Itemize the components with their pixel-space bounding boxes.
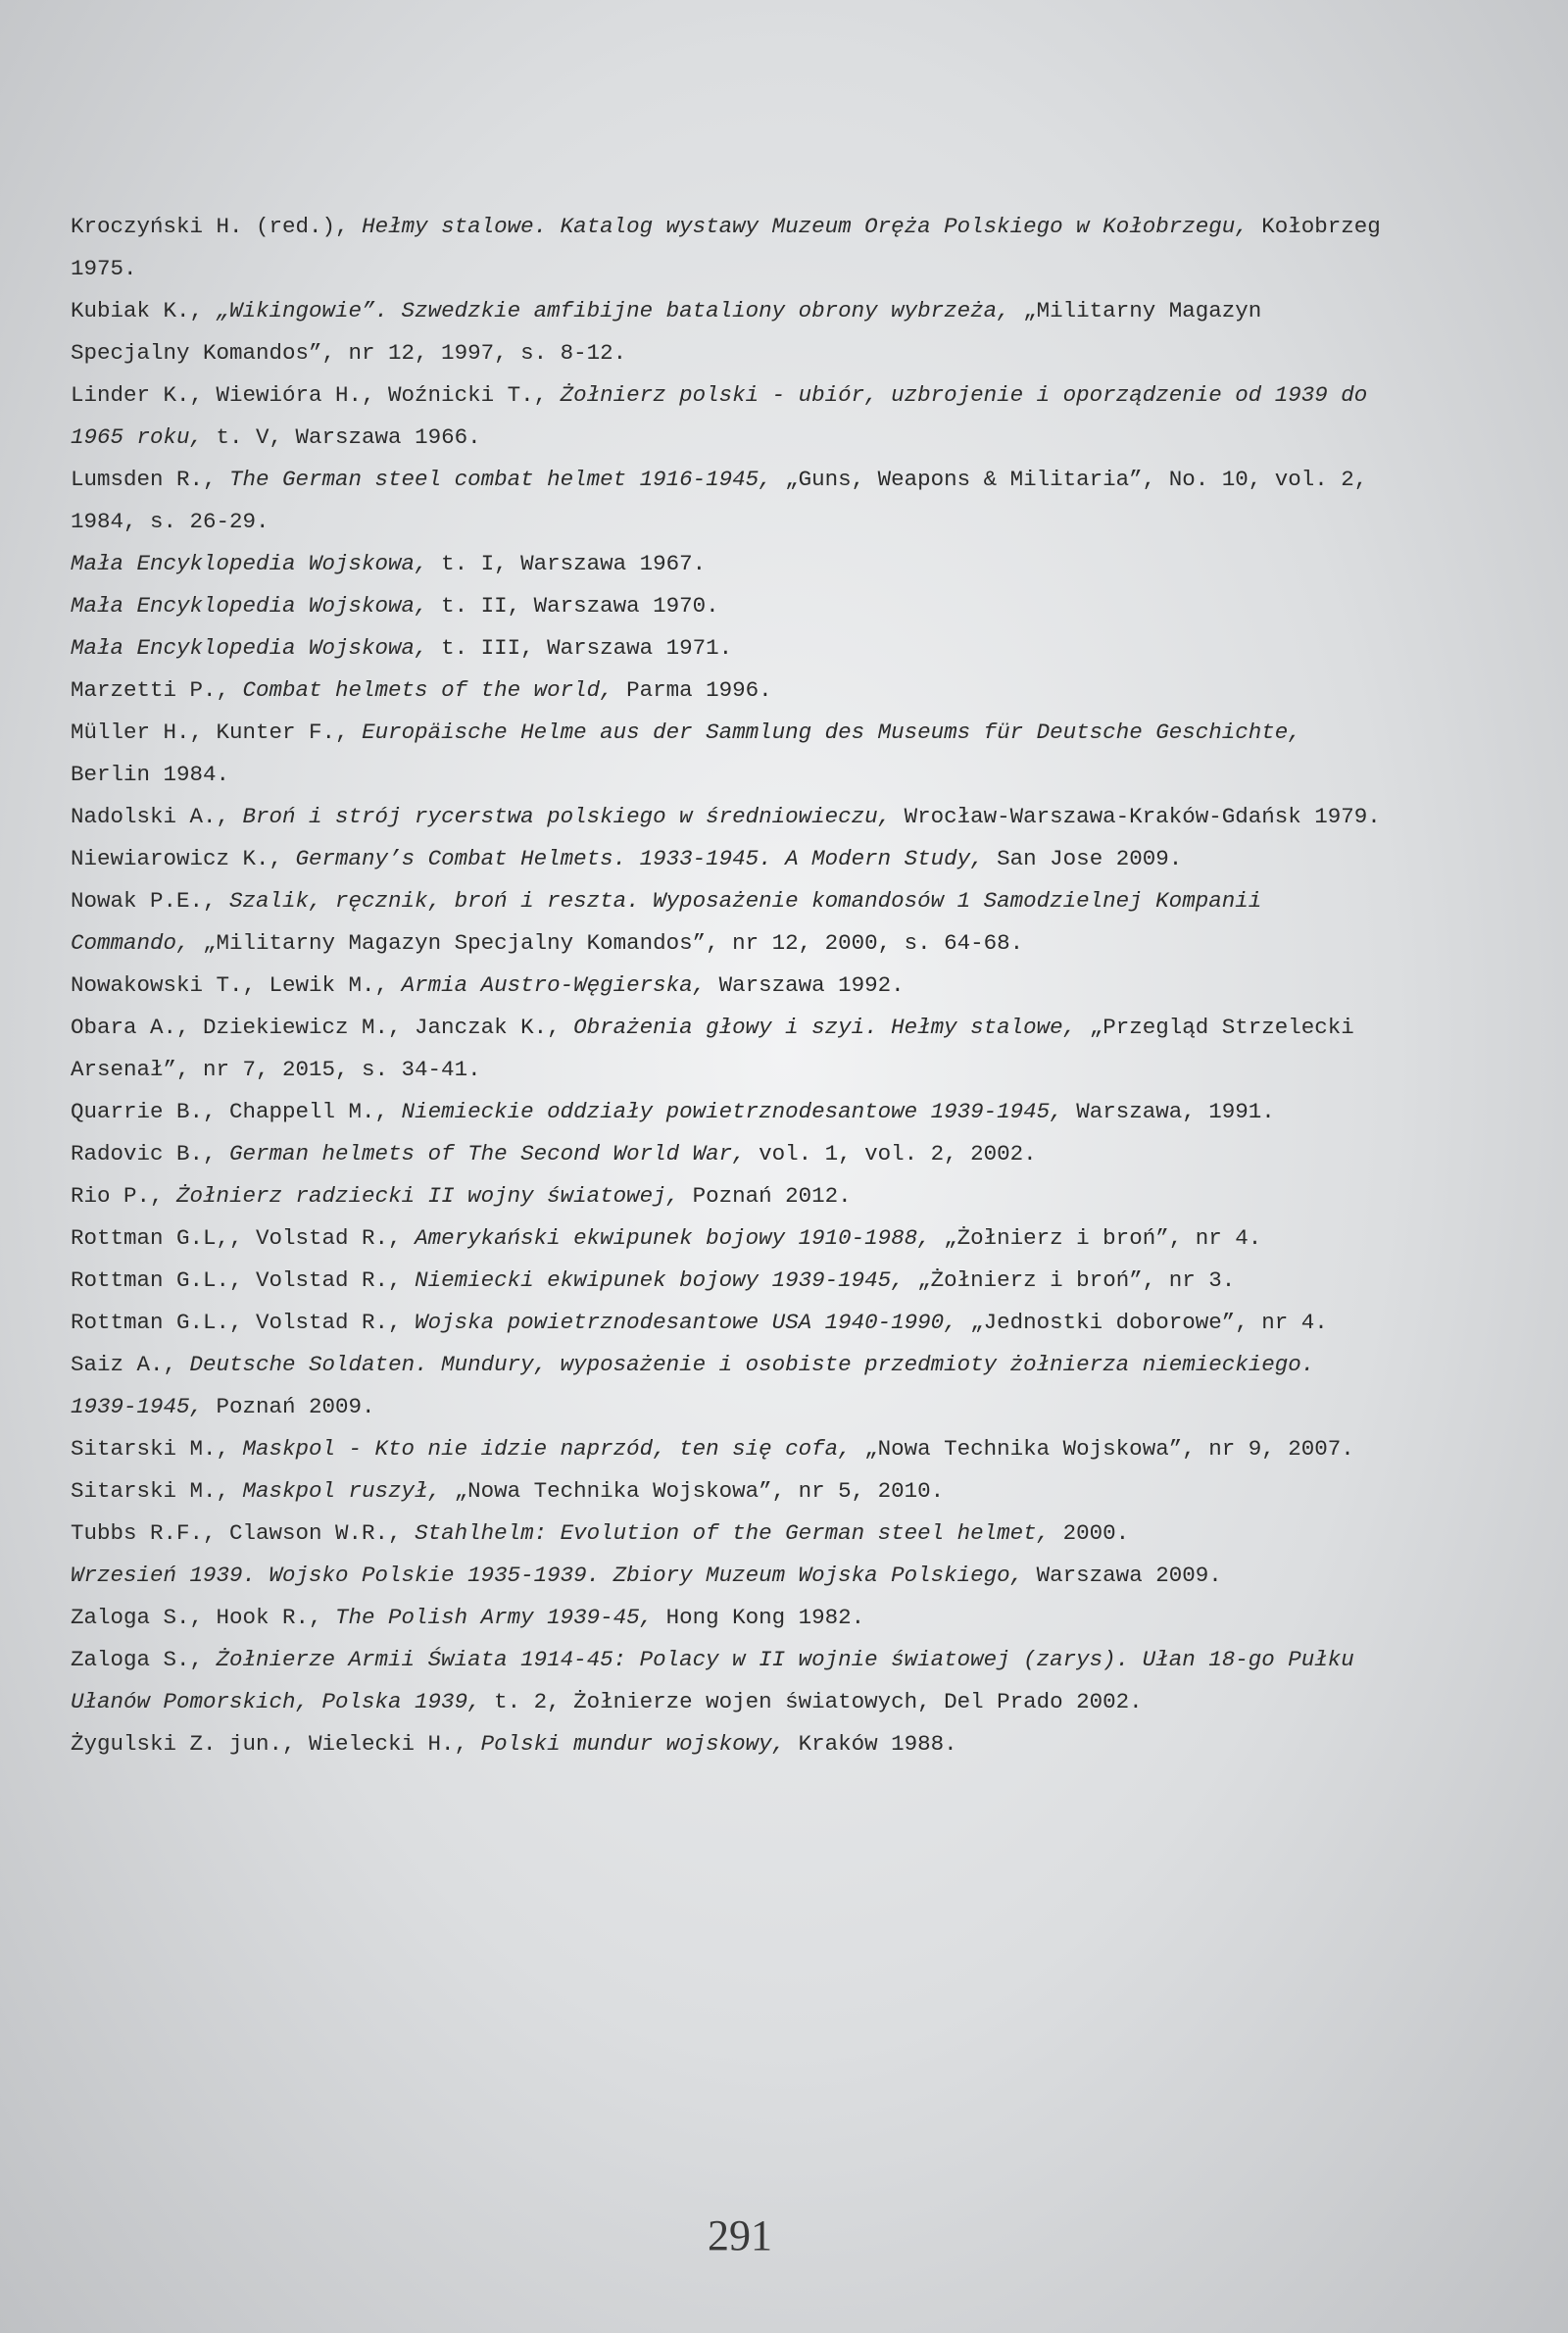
bibliography-entry bbox=[71, 1175, 1384, 1217]
entry-details: „Jednostki doborowe”, nr 4. bbox=[956, 1310, 1328, 1335]
bibliography-entry bbox=[71, 206, 1384, 290]
entry-title: Stahlhelm: Evolution of the German steel helmet, bbox=[415, 1520, 1051, 1546]
bibliography-entry bbox=[71, 1091, 1384, 1133]
entry-details: Warszawa, 1991. bbox=[1062, 1099, 1275, 1124]
bibliography-entry bbox=[71, 712, 1384, 796]
entry-author: Rottman G.L,, Volstad R., bbox=[71, 1225, 416, 1251]
entry-title: The German steel combat helmet 1916-1945, bbox=[229, 467, 772, 492]
bibliography-entry bbox=[71, 1302, 1384, 1344]
entry-details: t. III, Warszawa 1971. bbox=[427, 635, 733, 661]
entry-title: Hełmy stalowe. Katalog wystawy Muzeum Oręża Polskiego w Kołobrzegu, bbox=[362, 214, 1249, 239]
entry-details: Warszawa 2009. bbox=[1023, 1563, 1222, 1588]
entry-details: Poznań 2009. bbox=[203, 1394, 375, 1419]
entry-title: „Wikingowie”. Szwedzkie amfibijne bataliony obrony wybrzeża, bbox=[216, 298, 1010, 323]
entry-details: „Nowa Technika Wojskowa”, nr 9, 2007. bbox=[851, 1436, 1354, 1462]
entry-details: „Żołnierz i broń”, nr 4. bbox=[930, 1225, 1262, 1251]
entry-author: Radovic B., bbox=[71, 1141, 230, 1166]
entry-details: Kraków 1988. bbox=[785, 1731, 957, 1757]
bibliography-entry bbox=[71, 290, 1384, 374]
bibliography-entry bbox=[71, 1344, 1384, 1428]
entry-details: „Przegląd Strzelecki Arsenał”, nr 7, 2015, s. 34-41. bbox=[71, 1015, 1354, 1082]
entry-author: Obara A., Dziekiewicz M., Janczak K., bbox=[71, 1015, 574, 1040]
entry-title: Germany’s Combat Helmets. 1933-1945. A Modern Study, bbox=[295, 846, 984, 871]
entry-title: Wrzesień 1939. Wojsko Polskie 1935-1939. Zbiory Muzeum Wojska Polskiego, bbox=[71, 1563, 1024, 1588]
bibliography-entry bbox=[71, 1260, 1384, 1302]
bibliography-list bbox=[71, 206, 1384, 1765]
entry-details: „Guns, Weapons & Militaria”, No. 10, vol. 2, 1984, s. 26-29. bbox=[71, 467, 1368, 534]
entry-title: Żołnierz polski - ubiór, uzbrojenie i oporządzenie od 1939 do 1965 roku, bbox=[71, 382, 1368, 450]
entry-author: Tubbs R.F., Clawson W.R., bbox=[71, 1520, 416, 1546]
entry-author: Marzetti P., bbox=[71, 677, 243, 703]
entry-author: Rio P., bbox=[71, 1183, 177, 1209]
entry-details: vol. 1, vol. 2, 2002. bbox=[745, 1141, 1037, 1166]
entry-details: Berlin 1984. bbox=[71, 762, 230, 787]
entry-details: t. V, Warszawa 1966. bbox=[203, 424, 481, 450]
entry-title: Armia Austro-Węgierska, bbox=[401, 972, 707, 998]
entry-title: The Polish Army 1939-45, bbox=[335, 1605, 654, 1630]
entry-author: Linder K., Wiewióra H., Woźnicki T., bbox=[71, 382, 561, 408]
bibliography-entry bbox=[71, 1217, 1384, 1260]
bibliography-entry bbox=[71, 965, 1384, 1007]
entry-details: Parma 1996. bbox=[612, 677, 772, 703]
bibliography-entry bbox=[71, 627, 1384, 670]
entry-author: Quarrie B., Chappell M., bbox=[71, 1099, 402, 1124]
entry-title: German helmets of The Second World War, bbox=[229, 1141, 746, 1166]
bibliography-entry bbox=[71, 459, 1384, 543]
entry-details: „Nowa Technika Wojskowa”, nr 5, 2010. bbox=[441, 1478, 945, 1504]
bibliography-entry bbox=[71, 1639, 1384, 1723]
entry-details: „Militarny Magazyn Specjalny Komandos”, nr 12, 1997, s. 8-12. bbox=[71, 298, 1262, 366]
entry-title: Niemiecki ekwipunek bojowy 1939-1945, bbox=[415, 1267, 905, 1293]
bibliography-entry bbox=[71, 1428, 1384, 1470]
page-number: 291 bbox=[708, 2211, 772, 2259]
bibliography-entry bbox=[71, 670, 1384, 712]
bibliography-entry bbox=[71, 1470, 1384, 1513]
bibliography-entry bbox=[71, 374, 1384, 459]
entry-details: 2000. bbox=[1050, 1520, 1130, 1546]
bibliography-entry bbox=[71, 585, 1384, 627]
entry-details: Poznań 2012. bbox=[679, 1183, 852, 1209]
entry-title: Maskpol ruszył, bbox=[242, 1478, 442, 1504]
bibliography-entry bbox=[71, 838, 1384, 880]
entry-author: Niewiarowicz K., bbox=[71, 846, 296, 871]
entry-title: Obrażenia głowy i szyi. Hełmy stalowe, bbox=[573, 1015, 1077, 1040]
entry-author: Müller H., Kunter F., bbox=[71, 720, 363, 745]
entry-details: „Żołnierz i broń”, nr 3. bbox=[904, 1267, 1236, 1293]
bibliography-entry bbox=[71, 1555, 1384, 1597]
entry-title: Wojska powietrznodesantowe USA 1940-1990, bbox=[415, 1310, 957, 1335]
entry-author: Nowak P.E., bbox=[71, 888, 230, 914]
entry-title: Broń i strój rycerstwa polskiego w średniowieczu, bbox=[242, 804, 892, 829]
entry-author: Kubiak K., bbox=[71, 298, 217, 323]
entry-details: Warszawa 1992. bbox=[706, 972, 905, 998]
bibliography-entry bbox=[71, 796, 1384, 838]
entry-title: Szalik, ręcznik, broń i reszta. Wyposażenie komandosów 1 Samodzielnej Kompanii Commando, bbox=[71, 888, 1262, 956]
bibliography-entry bbox=[71, 543, 1384, 585]
entry-author: Sitarski M., bbox=[71, 1478, 243, 1504]
bibliography-entry bbox=[71, 1007, 1384, 1091]
entry-title: Żołnierz radziecki II wojny światowej, bbox=[176, 1183, 680, 1209]
entry-author: Kroczyński H. (red.), bbox=[71, 214, 363, 239]
entry-author: Nadolski A., bbox=[71, 804, 243, 829]
entry-title: Mała Encyklopedia Wojskowa, bbox=[71, 551, 428, 576]
entry-title: Deutsche Soldaten. Mundury, wyposażenie i osobiste przedmioty żołnierza niemieckiego. 1939-1945, bbox=[71, 1352, 1315, 1419]
entry-details: t. II, Warszawa 1970. bbox=[427, 593, 719, 619]
entry-title: Żołnierze Armii Świata 1914-45: Polacy w II wojnie światowej (zarys). Ułan 18-go Pułku Ułanów Pomorskich, Polska 1939, bbox=[71, 1647, 1354, 1714]
entry-title: Maskpol - Kto nie idzie naprzód, ten się cofa, bbox=[242, 1436, 852, 1462]
entry-title: Mała Encyklopedia Wojskowa, bbox=[71, 635, 428, 661]
bibliography-entry bbox=[71, 1133, 1384, 1175]
bibliography-entry bbox=[71, 880, 1384, 965]
entry-author: Zaloga S., Hook R., bbox=[71, 1605, 336, 1630]
bibliography-entry bbox=[71, 1597, 1384, 1639]
entry-details: Kołobrzeg 1975. bbox=[71, 214, 1381, 281]
entry-title: Amerykański ekwipunek bojowy 1910-1988, bbox=[415, 1225, 931, 1251]
entry-details: t. 2, Żołnierze wojen światowych, Del Prado 2002. bbox=[480, 1689, 1143, 1714]
bibliography-entry bbox=[71, 1723, 1384, 1765]
entry-title: Europäische Helme aus der Sammlung des Museums für Deutsche Geschichte, bbox=[362, 720, 1301, 745]
entry-author: Zaloga S., bbox=[71, 1647, 217, 1672]
entry-details: Hong Kong 1982. bbox=[653, 1605, 865, 1630]
entry-title: Combat helmets of the world, bbox=[242, 677, 613, 703]
entry-author: Saiz A., bbox=[71, 1352, 190, 1377]
entry-title: Polski mundur wojskowy, bbox=[480, 1731, 786, 1757]
bibliography-entry bbox=[71, 1513, 1384, 1555]
entry-author: Nowakowski T., Lewik M., bbox=[71, 972, 402, 998]
entry-details: t. I, Warszawa 1967. bbox=[427, 551, 707, 576]
entry-author: Żygulski Z. jun., Wielecki H., bbox=[71, 1731, 481, 1757]
entry-details: San Jose 2009. bbox=[983, 846, 1183, 871]
entry-details: Wrocław-Warszawa-Kraków-Gdańsk 1979. bbox=[891, 804, 1381, 829]
entry-author: Rottman G.L., Volstad R., bbox=[71, 1310, 416, 1335]
entry-title: Mała Encyklopedia Wojskowa, bbox=[71, 593, 428, 619]
entry-details: „Militarny Magazyn Specjalny Komandos”, nr 12, 2000, s. 64-68. bbox=[189, 930, 1024, 956]
entry-author: Lumsden R., bbox=[71, 467, 230, 492]
entry-author: Sitarski M., bbox=[71, 1436, 243, 1462]
entry-title: Niemieckie oddziały powietrznodesantowe 1939-1945, bbox=[401, 1099, 1063, 1124]
entry-author: Rottman G.L., Volstad R., bbox=[71, 1267, 416, 1293]
